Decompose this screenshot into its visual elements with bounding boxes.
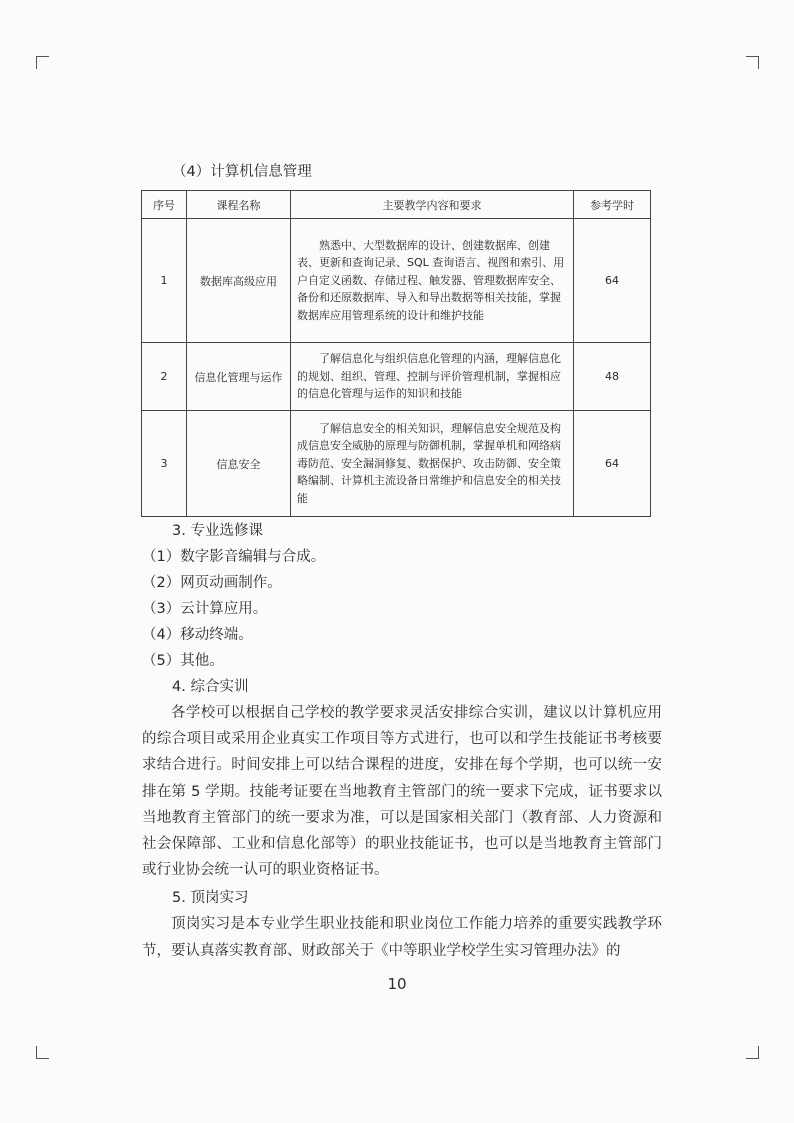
row-no: 1 <box>142 219 187 343</box>
row-content: 了解信息化与组织信息化管理的内涵，理解信息化的规划、组织、管理、控制与评价管理机制，掌握相应的信息化管理与运作的知识和技能 <box>291 343 574 411</box>
crop-mark-bottom-left <box>36 1046 49 1059</box>
header-course-name: 课程名称 <box>187 191 291 219</box>
training-paragraph: 各学校可以根据自己学校的教学要求灵活安排综合实训，建议以计算机应用的综合项目或采用企业真实工作项目等方式进行，也可以和学生技能证书考核要求结合进行。时间安排上可以结合课程的进度，安排在每个学期，也可以统一安排在第 5 学期。技能考证要在当地教育主管部门的统一要求下完成，证书要求以当地教育主管部门的统一要求为准，可以是国家相关部门（教育部、人力资源和社会保障部、工业和信息化部等）的职业技能证书，也可以是当地教育主管部门或行业协会统一认可的职业资格证书。 <box>142 705 662 879</box>
row-course-name: 信息安全 <box>187 411 291 517</box>
header-hours: 参考学时 <box>574 191 651 219</box>
row-course-name: 数据库高级应用 <box>187 219 291 343</box>
course-table <box>141 190 651 517</box>
table-header-row <box>142 191 651 219</box>
table-row <box>142 219 651 343</box>
list-item: （3）云计算应用。 <box>142 601 268 617</box>
row-content: 熟悉中、大型数据库的设计、创建数据库、创建表、更新和查询记录、SQL 查询语言、视图和索引、用户自定义函数、存储过程、触发器、管理数据库安全、备份和还原数据库、导入和导出数据等相关技能，掌握数据库应用管理系统的设计和维护技能 <box>291 219 574 343</box>
list-item: （2）网页动画制作。 <box>142 575 282 591</box>
body-text <box>142 518 662 964</box>
crop-mark-top-right <box>746 56 759 69</box>
row-hours: 48 <box>574 343 651 411</box>
row-no: 2 <box>142 343 187 411</box>
row-hours: 64 <box>574 411 651 517</box>
training-heading: 4. 综合实训 <box>172 679 249 695</box>
crop-mark-top-left <box>36 56 49 69</box>
page-number: 10 <box>387 975 407 993</box>
section-title: （4）计算机信息管理 <box>172 164 312 180</box>
row-no: 3 <box>142 411 187 517</box>
header-no: 序号 <box>142 191 187 219</box>
list-item: （1）数字影音编辑与合成。 <box>142 549 326 565</box>
table-row <box>142 411 651 517</box>
internship-paragraph: 顶岗实习是本专业学生职业技能和职业岗位工作能力培养的重要实践教学环节，要认真落实教育部、财政部关于《中等职业学校学生实习管理办法》的 <box>142 916 662 959</box>
internship-heading: 5. 顶岗实习 <box>172 890 249 907</box>
list-item: （5）其他。 <box>142 653 224 669</box>
list-item: （4）移动终端。 <box>142 627 253 643</box>
crop-mark-bottom-right <box>746 1046 759 1059</box>
row-course-name: 信息化管理与运作 <box>187 343 291 411</box>
row-content: 了解信息安全的相关知识，理解信息安全规范及构成信息安全威胁的原理与防御机制，掌握单机和网络病毒防范、安全漏洞修复、数据保护、攻击防御、安全策略编制、计算机主流设备日常维护和信息安全的相关技能 <box>291 411 574 517</box>
table-row <box>142 343 651 411</box>
electives-heading: 3. 专业选修课 <box>172 523 263 539</box>
row-hours: 64 <box>574 219 651 343</box>
header-content: 主要教学内容和要求 <box>291 191 574 219</box>
